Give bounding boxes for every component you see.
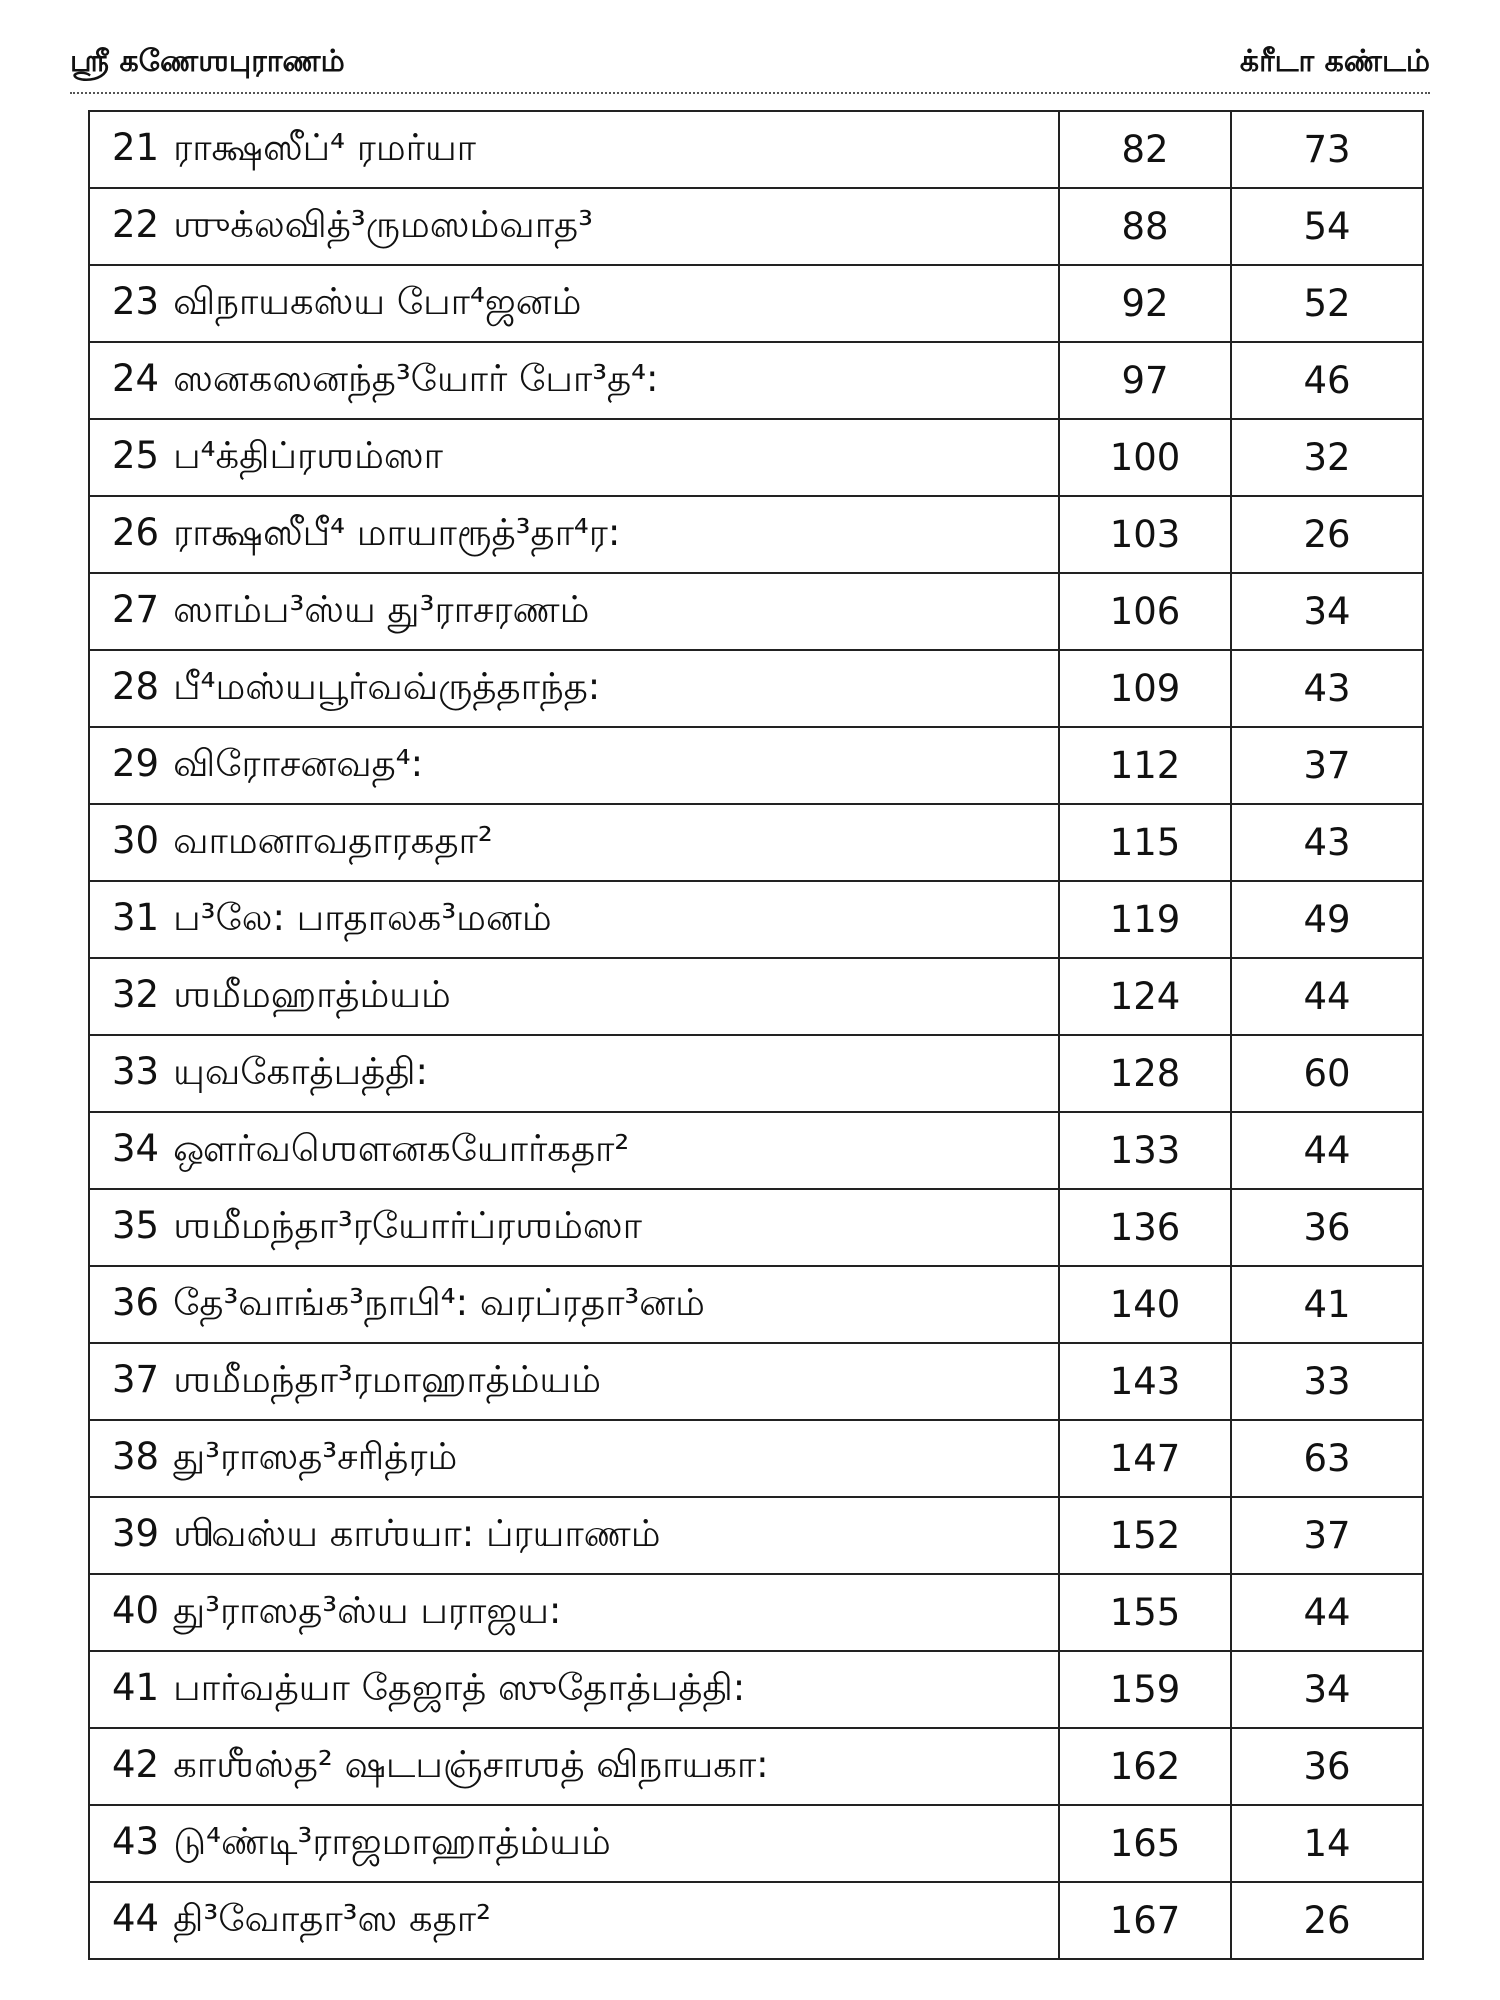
table-row <box>89 881 1423 958</box>
table-row <box>89 1112 1423 1189</box>
page-number-cell: 136 <box>1059 1189 1231 1266</box>
chapter-title: யுவகோத்பத்தி: <box>173 1049 429 1093</box>
chapter-number: 42 <box>112 1742 160 1786</box>
chapter-title-cell <box>89 496 1059 573</box>
page-number-cell: 140 <box>1059 1266 1231 1343</box>
page-header <box>70 40 1430 92</box>
section-title: க்ரீடா கண்டம் <box>1239 44 1430 79</box>
page-number-cell: 112 <box>1059 727 1231 804</box>
chapter-number: 31 <box>112 895 160 939</box>
chapter-title-cell <box>89 1805 1059 1882</box>
page-number-cell: 88 <box>1059 188 1231 265</box>
page-number-cell: 155 <box>1059 1574 1231 1651</box>
page-number-cell: 106 <box>1059 573 1231 650</box>
chapter-title-cell <box>89 1651 1059 1728</box>
chapter-title: தி³வோதா³ஸ கதா² <box>173 1896 491 1940</box>
chapter-number: 29 <box>112 741 160 785</box>
chapter-number: 28 <box>112 664 160 708</box>
header-divider <box>70 92 1430 94</box>
chapter-title-cell <box>89 1420 1059 1497</box>
chapter-title-cell <box>89 1035 1059 1112</box>
table-row <box>89 188 1423 265</box>
chapter-title-cell <box>89 881 1059 958</box>
table-row <box>89 1728 1423 1805</box>
verse-count-cell: 43 <box>1231 804 1423 881</box>
chapter-title: பீ⁴மஸ்யபூர்வவ்ருத்தாந்த: <box>173 664 601 708</box>
chapter-number: 40 <box>112 1588 160 1632</box>
chapter-title-cell <box>89 804 1059 881</box>
verse-count-cell: 43 <box>1231 650 1423 727</box>
verse-count-cell: 26 <box>1231 1882 1423 1959</box>
table-row <box>89 804 1423 881</box>
chapter-title: ஶமீமஹாத்ம்யம் <box>173 972 451 1016</box>
chapter-title: ஶமீமந்தா³ரயோர்ப்ரஶம்ஸா <box>173 1203 642 1247</box>
chapter-title-cell <box>89 1189 1059 1266</box>
verse-count-cell: 49 <box>1231 881 1423 958</box>
chapter-number: 43 <box>112 1819 160 1863</box>
table-row <box>89 496 1423 573</box>
chapter-title-cell <box>89 1497 1059 1574</box>
chapter-number: 26 <box>112 510 160 554</box>
chapter-title: ராக்ஷஸீபீ⁴ மாயாரூத்³தா⁴ர: <box>173 510 621 554</box>
chapter-number: 44 <box>112 1896 160 1940</box>
verse-count-cell: 34 <box>1231 1651 1423 1728</box>
verse-count-cell: 34 <box>1231 573 1423 650</box>
chapter-title-cell <box>89 188 1059 265</box>
chapter-title-cell <box>89 1574 1059 1651</box>
chapter-title-cell <box>89 650 1059 727</box>
chapter-title: தே³வாங்க³நாபி⁴: வரப்ரதா³னம் <box>173 1280 705 1324</box>
verse-count-cell: 32 <box>1231 419 1423 496</box>
chapter-number: 24 <box>112 356 160 400</box>
chapter-title: டு⁴ண்டி³ராஜமாஹாத்ம்யம் <box>173 1819 611 1863</box>
chapter-title: ஶிவஸ்ய காஶ்யா: ப்ரயாணம் <box>173 1511 661 1555</box>
page-number-cell: 100 <box>1059 419 1231 496</box>
chapter-title-cell <box>89 342 1059 419</box>
verse-count-cell: 36 <box>1231 1189 1423 1266</box>
verse-count-cell: 44 <box>1231 1112 1423 1189</box>
table-row <box>89 1882 1423 1959</box>
chapter-title: பார்வத்யா தேஜாத் ஸுதோத்பத்தி: <box>173 1665 746 1709</box>
verse-count-cell: 60 <box>1231 1035 1423 1112</box>
verse-count-cell: 46 <box>1231 342 1423 419</box>
table-row <box>89 1497 1423 1574</box>
chapter-number: 33 <box>112 1049 160 1093</box>
chapter-title: ஔர்வஶௌனகயோர்கதா² <box>173 1126 630 1170</box>
chapter-title: து³ராஸத³சரித்ரம் <box>173 1434 458 1478</box>
chapter-title-cell <box>89 111 1059 188</box>
table-row <box>89 1574 1423 1651</box>
page-number-cell: 147 <box>1059 1420 1231 1497</box>
verse-count-cell: 44 <box>1231 958 1423 1035</box>
chapter-number: 23 <box>112 279 160 323</box>
chapter-number: 30 <box>112 818 160 862</box>
verse-count-cell: 44 <box>1231 1574 1423 1651</box>
chapter-title-cell <box>89 958 1059 1035</box>
chapter-title: து³ராஸத³ஸ்ய பராஜய: <box>173 1588 562 1632</box>
verse-count-cell: 63 <box>1231 1420 1423 1497</box>
table-row <box>89 958 1423 1035</box>
table-row <box>89 727 1423 804</box>
chapter-title: காஶீஸ்த² ஷடபஞ்சாஶத் விநாயகா: <box>173 1742 769 1786</box>
verse-count-cell: 37 <box>1231 1497 1423 1574</box>
chapter-title-cell <box>89 1266 1059 1343</box>
page-number-cell: 92 <box>1059 265 1231 342</box>
contents-table-body <box>89 111 1423 1959</box>
chapter-number: 21 <box>112 125 160 169</box>
chapter-number: 32 <box>112 972 160 1016</box>
verse-count-cell: 41 <box>1231 1266 1423 1343</box>
verse-count-cell: 73 <box>1231 111 1423 188</box>
verse-count-cell: 52 <box>1231 265 1423 342</box>
chapter-title-cell <box>89 1882 1059 1959</box>
chapter-title: ஶுக்லவித்³ருமஸம்வாத³ <box>173 202 593 246</box>
page-number-cell: 133 <box>1059 1112 1231 1189</box>
chapter-number: 27 <box>112 587 160 631</box>
page-number-cell: 167 <box>1059 1882 1231 1959</box>
chapter-title-cell <box>89 1343 1059 1420</box>
table-row <box>89 1189 1423 1266</box>
chapter-number: 25 <box>112 433 160 477</box>
chapter-title: ப³லே: பாதாலக³மனம் <box>173 895 552 939</box>
table-row <box>89 342 1423 419</box>
verse-count-cell: 26 <box>1231 496 1423 573</box>
table-row <box>89 1266 1423 1343</box>
chapter-title-cell <box>89 727 1059 804</box>
page-number-cell: 143 <box>1059 1343 1231 1420</box>
chapter-title-cell <box>89 573 1059 650</box>
page-number-cell: 124 <box>1059 958 1231 1035</box>
verse-count-cell: 14 <box>1231 1805 1423 1882</box>
chapter-title: ஸாம்ப³ஸ்ய து³ராசரணம் <box>173 587 590 631</box>
table-row <box>89 1651 1423 1728</box>
page-number-cell: 97 <box>1059 342 1231 419</box>
table-row <box>89 111 1423 188</box>
page-number-cell: 159 <box>1059 1651 1231 1728</box>
chapter-title: விரோசனவத⁴: <box>173 741 424 785</box>
chapter-title-cell <box>89 1728 1059 1805</box>
page-number-cell: 115 <box>1059 804 1231 881</box>
table-row <box>89 1343 1423 1420</box>
page-number-cell: 165 <box>1059 1805 1231 1882</box>
chapter-title-cell <box>89 1112 1059 1189</box>
page-number-cell: 82 <box>1059 111 1231 188</box>
table-row <box>89 1420 1423 1497</box>
chapter-number: 38 <box>112 1434 160 1478</box>
verse-count-cell: 36 <box>1231 1728 1423 1805</box>
chapter-number: 37 <box>112 1357 160 1401</box>
verse-count-cell: 33 <box>1231 1343 1423 1420</box>
chapter-title-cell <box>89 419 1059 496</box>
table-row <box>89 265 1423 342</box>
chapter-number: 39 <box>112 1511 160 1555</box>
verse-count-cell: 54 <box>1231 188 1423 265</box>
chapter-title-cell <box>89 265 1059 342</box>
book-title: ஸ்ரீ கணேஶபுராணம் <box>70 44 345 79</box>
page-number-cell: 119 <box>1059 881 1231 958</box>
page-number-cell: 128 <box>1059 1035 1231 1112</box>
table-row <box>89 573 1423 650</box>
chapter-title: ஶமீமந்தா³ரமாஹாத்ம்யம் <box>173 1357 601 1401</box>
verse-count-cell: 37 <box>1231 727 1423 804</box>
chapter-number: 36 <box>112 1280 160 1324</box>
table-row <box>89 1035 1423 1112</box>
chapter-number: 35 <box>112 1203 160 1247</box>
table-row <box>89 419 1423 496</box>
chapter-title: வாமனாவதாரகதா² <box>173 818 493 862</box>
chapter-number: 41 <box>112 1665 160 1709</box>
page-number-cell: 103 <box>1059 496 1231 573</box>
chapter-title: ப⁴க்திப்ரஶம்ஸா <box>173 433 443 477</box>
table-row <box>89 650 1423 727</box>
table-row <box>89 1805 1423 1882</box>
chapter-title: ஸனகஸனந்த³யோர் போ³த⁴: <box>173 356 659 400</box>
contents-table <box>88 110 1424 1960</box>
page-number-cell: 109 <box>1059 650 1231 727</box>
chapter-title: ராக்ஷஸீப்⁴ ரமர்யா <box>173 125 476 169</box>
chapter-number: 22 <box>112 202 160 246</box>
page-number-cell: 152 <box>1059 1497 1231 1574</box>
chapter-title: விநாயகஸ்ய போ⁴ஜனம் <box>173 279 582 323</box>
page-number-cell: 162 <box>1059 1728 1231 1805</box>
chapter-number: 34 <box>112 1126 160 1170</box>
